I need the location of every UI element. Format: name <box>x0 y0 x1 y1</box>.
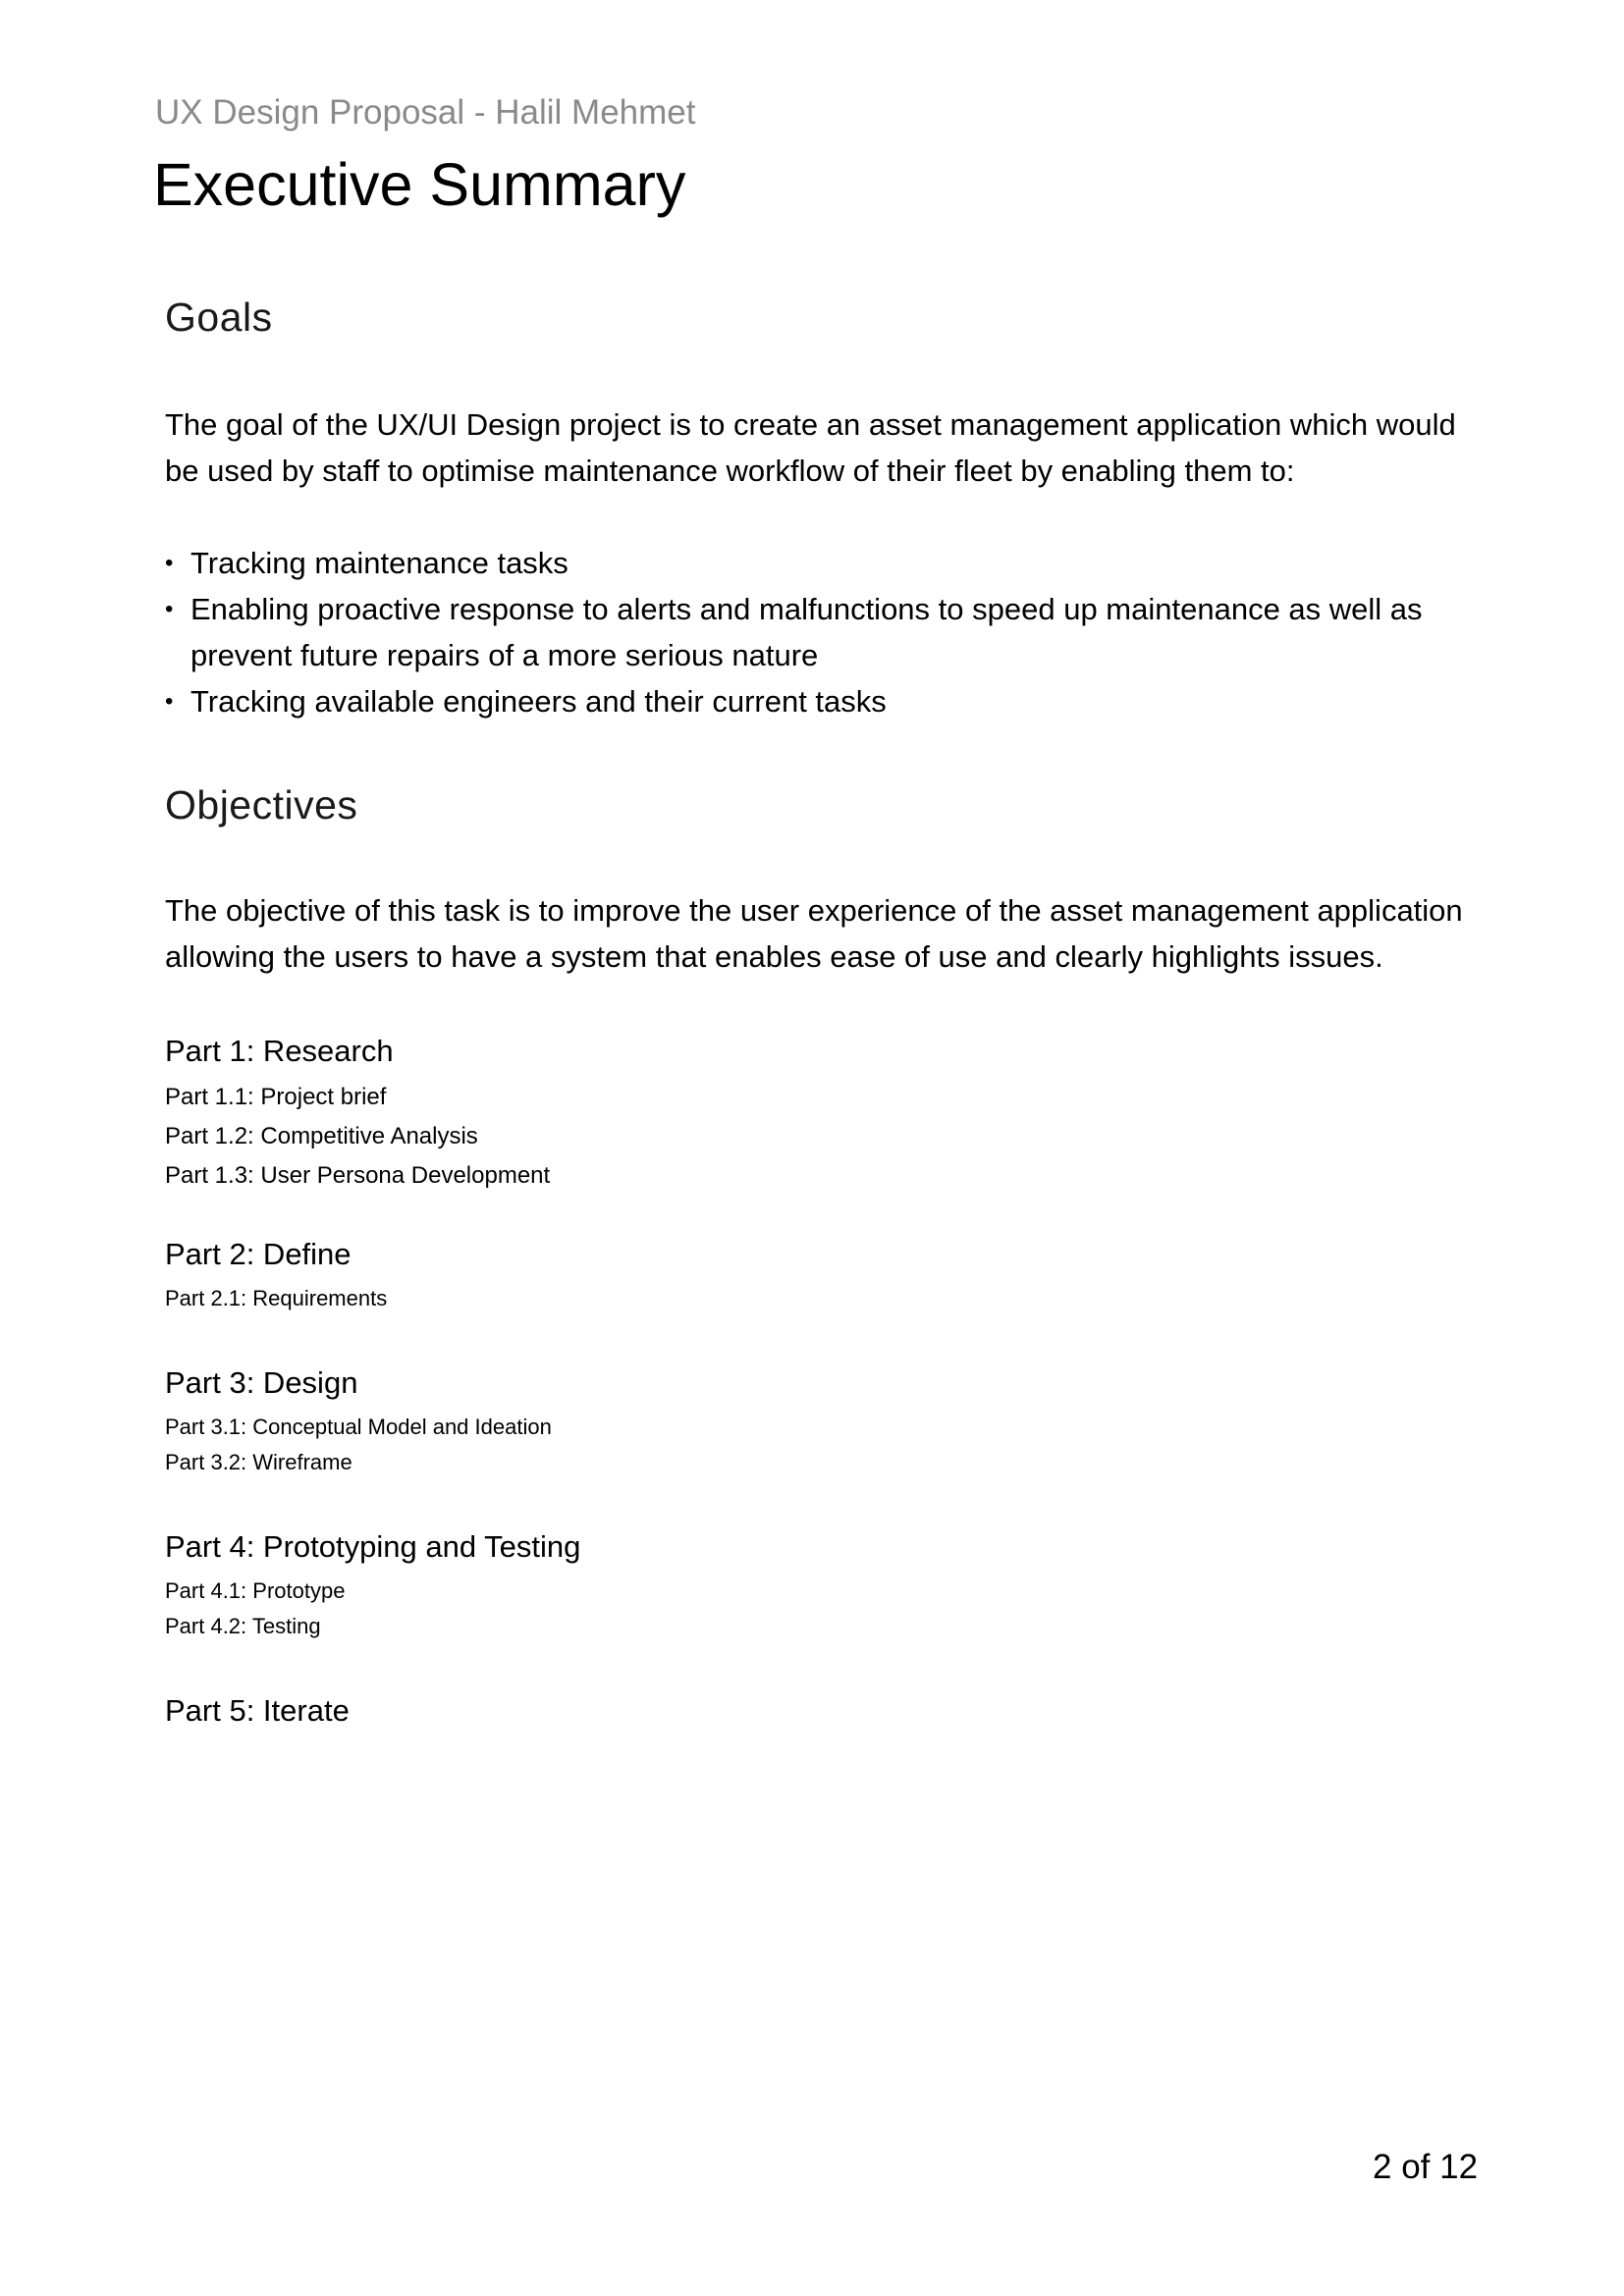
part-subitem: Part 1.3: User Persona Development <box>165 1162 551 1189</box>
part-subitem: Part 1.2: Competitive Analysis <box>165 1123 478 1149</box>
part-subitems <box>165 1410 552 1480</box>
part-title: Part 1: Research <box>165 1034 394 1068</box>
part-subitem: Part 4.1: Prototype <box>165 1578 346 1603</box>
part-title: Part 3: Design <box>165 1365 358 1400</box>
objectives-intro-paragraph: The objective of this task is to improve the user experience of the asset management application allowing the users to have a system that enables ease of use and clearly highlights issues. <box>165 893 1463 974</box>
part-block <box>165 1036 550 1196</box>
page-title: Executive Summary <box>153 151 686 218</box>
part-subitem: Part 2.1: Requirements <box>165 1286 388 1310</box>
part-subitems <box>165 1078 550 1196</box>
part-subitem: Part 3.1: Conceptual Model and Ideation <box>165 1415 552 1439</box>
part-block <box>165 1695 350 1726</box>
part-block <box>165 1531 580 1644</box>
part-subitems <box>165 1281 387 1316</box>
part-subitem: Part 1.1: Project brief <box>165 1084 387 1110</box>
part-title: Part 2: Define <box>165 1237 352 1271</box>
part-title: Part 5: Iterate <box>165 1693 350 1728</box>
goals-heading: Goals <box>165 294 273 340</box>
part-subitem: Part 3.2: Wireframe <box>165 1450 352 1474</box>
goals-intro-paragraph: The goal of the UX/UI Design project is to create an asset management application which would be used by staff to optimise maintenance workflow of their fleet by enabling them to: <box>165 407 1456 488</box>
goals-bullet-item: • Tracking available engineers and their current tasks <box>165 678 1481 724</box>
part-subitem: Part 4.2: Testing <box>165 1614 321 1638</box>
document-header-title: UX Design Proposal - Halil Mehmet <box>155 93 696 132</box>
part-block <box>165 1239 387 1316</box>
part-subitems <box>165 1574 580 1644</box>
goals-bullet-list <box>165 540 1481 724</box>
part-block <box>165 1367 552 1480</box>
objectives-heading: Objectives <box>165 782 358 828</box>
goals-bullet-item: • Enabling proactive response to alerts and malfunctions to speed up maintenance as well as prevent future repairs of a more serious nature <box>165 586 1481 678</box>
page-number: 2 of 12 <box>1373 2148 1479 2186</box>
part-title: Part 4: Prototyping and Testing <box>165 1529 581 1564</box>
goals-bullet-item: • Tracking maintenance tasks <box>165 540 1481 586</box>
